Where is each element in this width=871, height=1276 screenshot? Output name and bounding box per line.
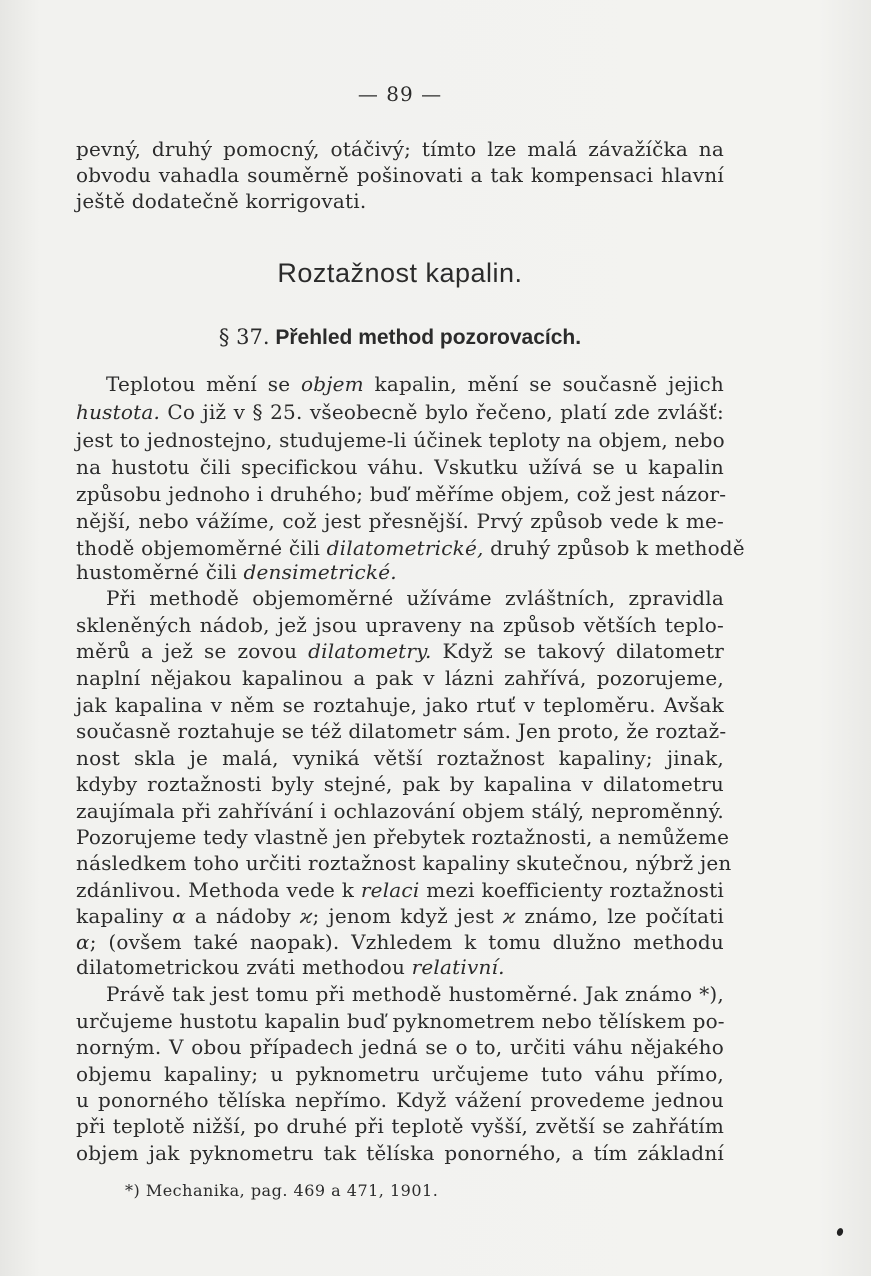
text-line: současně roztahuje se též dilatometr sám. Jen proto, že roztaž- xyxy=(76,719,727,743)
footnote: *) Mechanika, pag. 469 a 471, 1901. xyxy=(125,1181,439,1200)
text-line: hustoměrné čili densimetrické. xyxy=(76,560,397,584)
text-line: norným. V obou případech jedná se o to, určiti váhu nějakého xyxy=(76,1035,724,1059)
text-line: zdánlivou. Methoda vede k relaci mezi koefficienty roztažnosti xyxy=(76,878,724,902)
text-line: jak kapalina v něm se roztahuje, jako rtuť v teploměru. Avšak xyxy=(76,693,724,717)
text-line: obvodu vahadla souměrně pošinovati a tak kompensaci hlavní xyxy=(76,163,724,187)
text-line: nější, nebo vážíme, což jest přesnější. Prvý způsob vede k me- xyxy=(76,509,724,533)
paragraph-heading-text: Přehled method pozorovacích. xyxy=(275,326,582,349)
text-line: objem jak pyknometru tak tělíska ponorného, a tím základní xyxy=(76,1141,724,1165)
text-line: určujeme hustotu kapalin buď pyknometrem nebo tělískem po- xyxy=(76,1009,725,1033)
text-line: naplní nějakou kapalinou a pak v lázni zahřívá, pozorujeme, xyxy=(76,666,724,690)
text-line: pevný, druhý pomocný, otáčivý; tímto lze malá závažíčka na xyxy=(76,137,724,161)
text-line: při teplotě nižší, po druhé při teplotě vyšší, zvětší se zahřátím xyxy=(76,1114,724,1138)
text-line: dilatometrickou zváti methodou relativní. xyxy=(76,955,505,979)
paragraph-heading xyxy=(0,325,800,350)
paragraph-number: § 37. xyxy=(218,325,270,349)
text-line: měrů a jež se zovou dilatometry. Když se takový dilatometr xyxy=(76,639,724,663)
text-line: Pozorujeme tedy vlastně jen přebytek roztažnosti, a nemůžeme xyxy=(76,825,730,849)
text-line: na hustotu čili specifickou váhu. Vskutku užívá se u kapalin xyxy=(76,455,724,479)
text-line: způsobu jednoho i druhého; buď měříme objem, což jest názor- xyxy=(76,482,727,506)
text-line: α; (ovšem také naopak). Vzhledem k tomu dlužno methodu xyxy=(76,930,724,954)
text-line: následkem toho určiti roztažnost kapaliny skutečnou, nýbrž jen xyxy=(76,851,732,875)
text-line: u ponorného tělíska nepřímo. Když vážení provedeme jednou xyxy=(76,1088,724,1112)
text-line: objemu kapaliny; u pyknometru určujeme tuto váhu přímo, xyxy=(76,1062,724,1086)
text-line: Právě tak jest tomu při methodě hustoměrné. Jak známo *), xyxy=(106,982,724,1006)
text-line: jest to jednostejno, studujeme-li účinek teploty na objem, nebo xyxy=(76,428,725,452)
text-line: hustota. Co již v § 25. všeobecně bylo řečeno, platí zde zvlášť: xyxy=(76,400,724,424)
ink-speck xyxy=(836,1227,844,1237)
text-line: zaujímala při zahřívání i ochlazování objem stálý, neproměnný. xyxy=(76,799,724,823)
text-line: kapaliny α a nádoby ϰ; jenom když jest ϰ známo, lze počítati xyxy=(76,904,724,928)
text-line: ještě dodatečně korrigovati. xyxy=(76,189,367,213)
text-line: nost skla je malá, vyniká větší roztažnost kapaliny; jinak, xyxy=(76,746,724,770)
text-line: Teplotou mění se objem kapalin, mění se současně jejich xyxy=(106,372,724,396)
text-line: thodě objemoměrné čili dilatometrické, druhý způsob k methodě xyxy=(76,536,745,560)
page-number: — 89 — xyxy=(357,82,443,106)
section-title: Roztažnost kapalin. xyxy=(277,258,523,288)
text-line: Při methodě objemoměrné užíváme zvláštních, zpravidla xyxy=(106,586,724,610)
text-line: kdyby roztažnosti byly stejné, pak by kapalina v dilatometru xyxy=(76,772,724,796)
text-line: skleněných nádob, jež jsou upraveny na způsob větších teplo- xyxy=(76,613,724,637)
